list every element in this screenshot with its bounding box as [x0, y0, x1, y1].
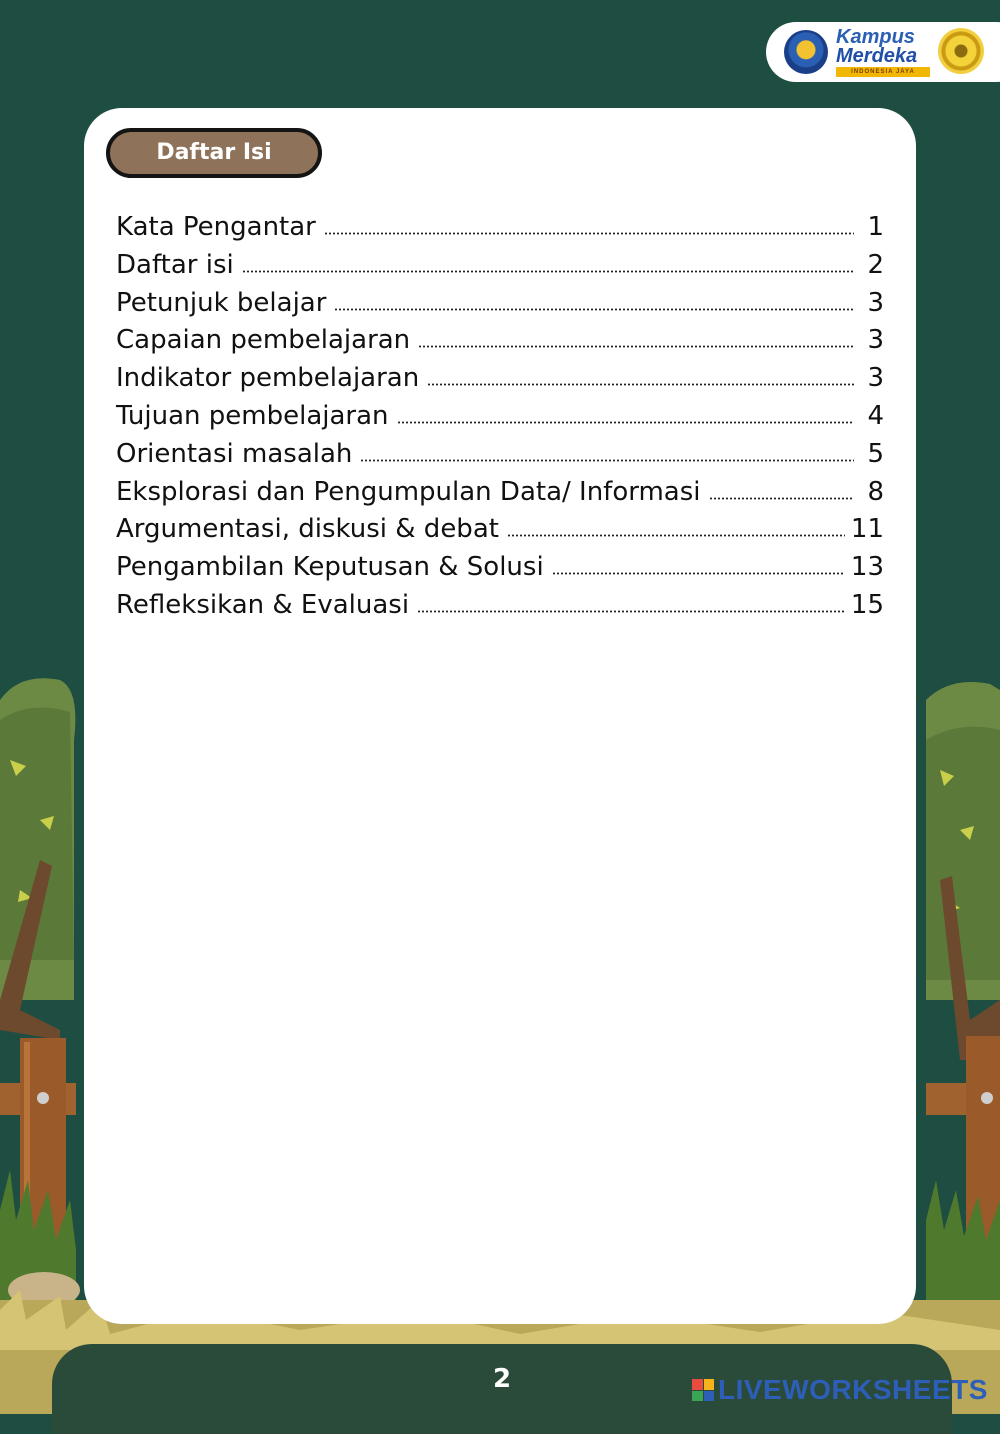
liveworksheets-watermark [692, 1372, 988, 1408]
toc-entry-page: 8 [867, 476, 884, 507]
toc-entry-label: Eksplorasi dan Pengumpulan Data/ Informasi [116, 476, 701, 507]
toc-entry-page: 3 [867, 325, 884, 356]
dot-leader [334, 305, 854, 311]
toc-entry-page: 11 [850, 514, 884, 545]
toc-entry[interactable] [116, 363, 884, 401]
toc-entry-page: 15 [850, 589, 884, 620]
logo-tagline: INDONESIA JAYA [836, 67, 930, 77]
dot-leader [552, 569, 845, 575]
toc-entry-label: Argumentasi, diskusi & debat [116, 514, 499, 545]
toc-entry-page: 1 [867, 212, 884, 242]
toc-entry-page: 13 [850, 552, 884, 583]
dot-leader [417, 607, 845, 613]
toc-entry[interactable] [116, 212, 884, 250]
toc-entry[interactable] [116, 552, 884, 590]
watermark-text: LIVEWORKSHEETS [718, 1374, 988, 1405]
dot-leader [324, 229, 854, 235]
toc-entry[interactable] [116, 325, 884, 363]
toc-entry[interactable] [116, 288, 884, 326]
toc-entry[interactable] [116, 477, 884, 515]
toc-title-badge [106, 128, 322, 178]
dot-leader [397, 418, 854, 424]
toc-title: Daftar Isi [156, 140, 272, 165]
dot-leader [709, 494, 855, 500]
toc-entry-label: Kata Pengantar [116, 212, 316, 242]
toc-entry-label: Indikator pembelajaran [116, 363, 420, 394]
toc-entry-label: Tujuan pembelajaran [116, 400, 389, 431]
toc-entry-page: 5 [867, 438, 884, 469]
table-of-contents [116, 212, 884, 628]
toc-entry[interactable] [116, 439, 884, 477]
logo-line1: Kampus [836, 26, 915, 48]
toc-entry-page: 4 [867, 400, 884, 431]
toc-entry-label: Capaian pembelajaran [116, 325, 411, 356]
toc-entry[interactable] [116, 590, 884, 628]
toc-entry-label: Daftar isi [116, 249, 234, 280]
kampus-merdeka-logo [766, 22, 1000, 82]
dot-leader [242, 267, 854, 273]
dot-leader [418, 342, 854, 348]
dot-leader [360, 456, 854, 462]
toc-entry[interactable] [116, 514, 884, 552]
toc-entry-page: 2 [867, 249, 884, 280]
toc-entry-page: 3 [867, 363, 884, 394]
toc-entry-label: Petunjuk belajar [116, 287, 327, 318]
toc-entry-label: Orientasi masalah [116, 438, 353, 469]
liveworksheets-logo-icon [692, 1379, 714, 1401]
dot-leader [507, 531, 845, 537]
toc-entry-page: 3 [867, 287, 884, 318]
logo-wordmark [836, 28, 930, 66]
toc-entry-label: Refleksikan & Evaluasi [116, 589, 410, 620]
dot-leader [427, 380, 854, 386]
toc-entry[interactable] [116, 250, 884, 288]
toc-entry-label: Pengambilan Keputusan & Solusi [116, 552, 544, 583]
page-number: 2 [492, 1364, 512, 1394]
logo-line2: Merdeka [836, 45, 918, 67]
kemendikbud-emblem-icon [784, 30, 828, 74]
toc-entry[interactable] [116, 401, 884, 439]
content-card [84, 108, 916, 1324]
university-seal-icon [938, 28, 984, 74]
